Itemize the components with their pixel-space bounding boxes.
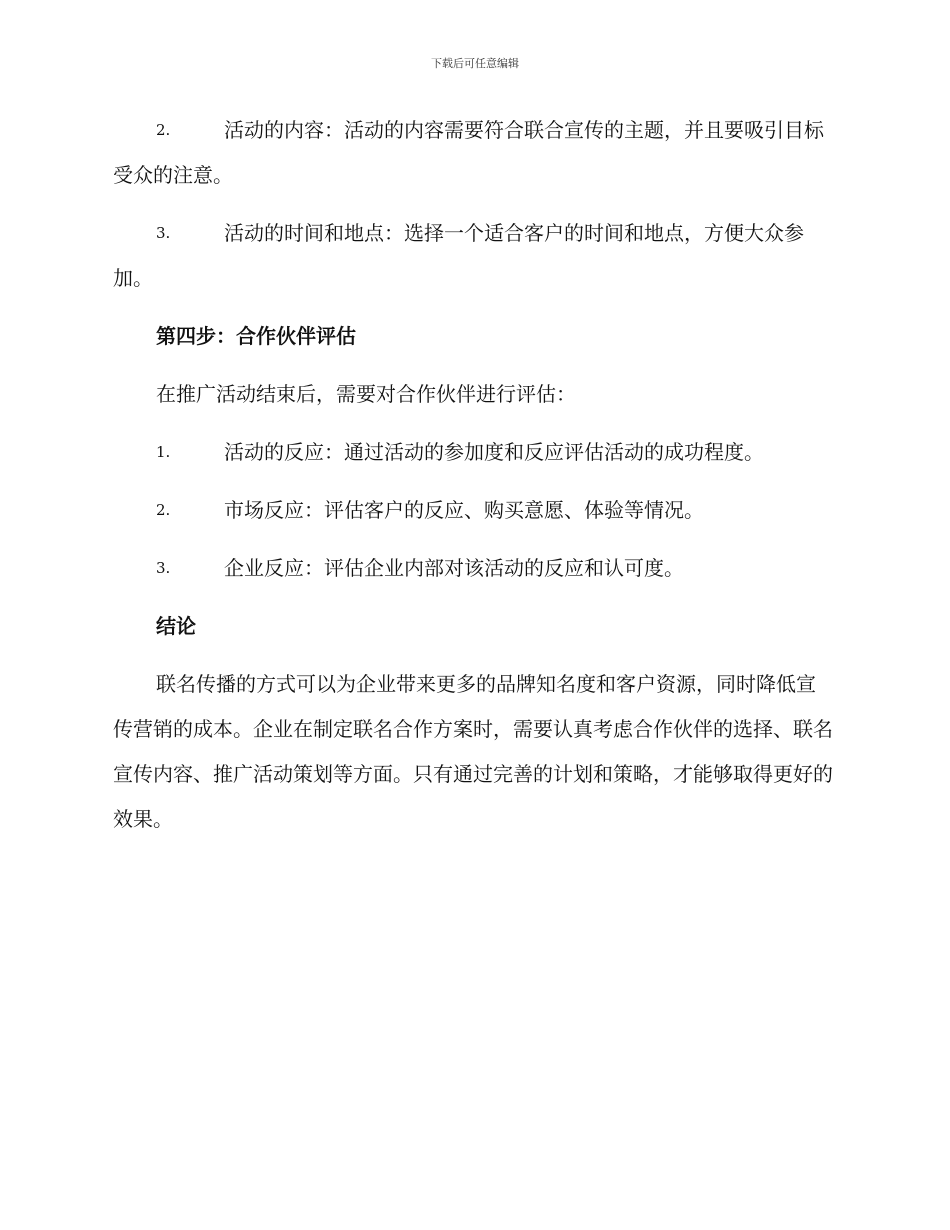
conclusion-paragraph: 联名传播的方式可以为企业带来更多的品牌知名度和客户资源，同时降低宣传营销的成本。企业在制定联名合作方案时，需要认真考虑合作伙伴的选择、联名宣传内容、推广活动策划等方面。只有通过完善的计划和策略，才能够取得更好的效果。 xyxy=(113,672,833,831)
list-number: 3. xyxy=(156,224,171,242)
list-item xyxy=(113,108,833,198)
list-text: 市场反应：评估客户的反应、购买意愿、体验等情况。 xyxy=(224,498,704,522)
step4-intro: 在推广活动结束后，需要对合作伙伴进行评估： xyxy=(156,382,576,406)
list-number: 1. xyxy=(156,443,171,461)
list-text: 企业反应：评估企业内部对该活动的反应和认可度。 xyxy=(224,556,684,580)
list-item xyxy=(113,488,833,533)
list-text: 活动的内容：活动的内容需要符合联合宣传的主题，并且要吸引目标受众的注意。 xyxy=(113,118,824,187)
list-number: 3. xyxy=(156,559,171,577)
list-number: 2. xyxy=(156,121,171,139)
list-text: 活动的反应：通过活动的参加度和反应评估活动的成功程度。 xyxy=(224,440,764,464)
section-heading-step4: 第四步：合作伙伴评估 xyxy=(156,324,356,348)
header-note: 下载后可任意编辑 xyxy=(431,57,519,70)
list-item xyxy=(113,430,833,475)
list-text: 活动的时间和地点：选择一个适合客户的时间和地点，方便大众参加。 xyxy=(113,221,804,290)
section-heading-conclusion: 结论 xyxy=(156,614,196,638)
document-body xyxy=(113,108,833,855)
list-number: 2. xyxy=(156,501,171,519)
list-item xyxy=(113,211,833,301)
list-item xyxy=(113,546,833,591)
